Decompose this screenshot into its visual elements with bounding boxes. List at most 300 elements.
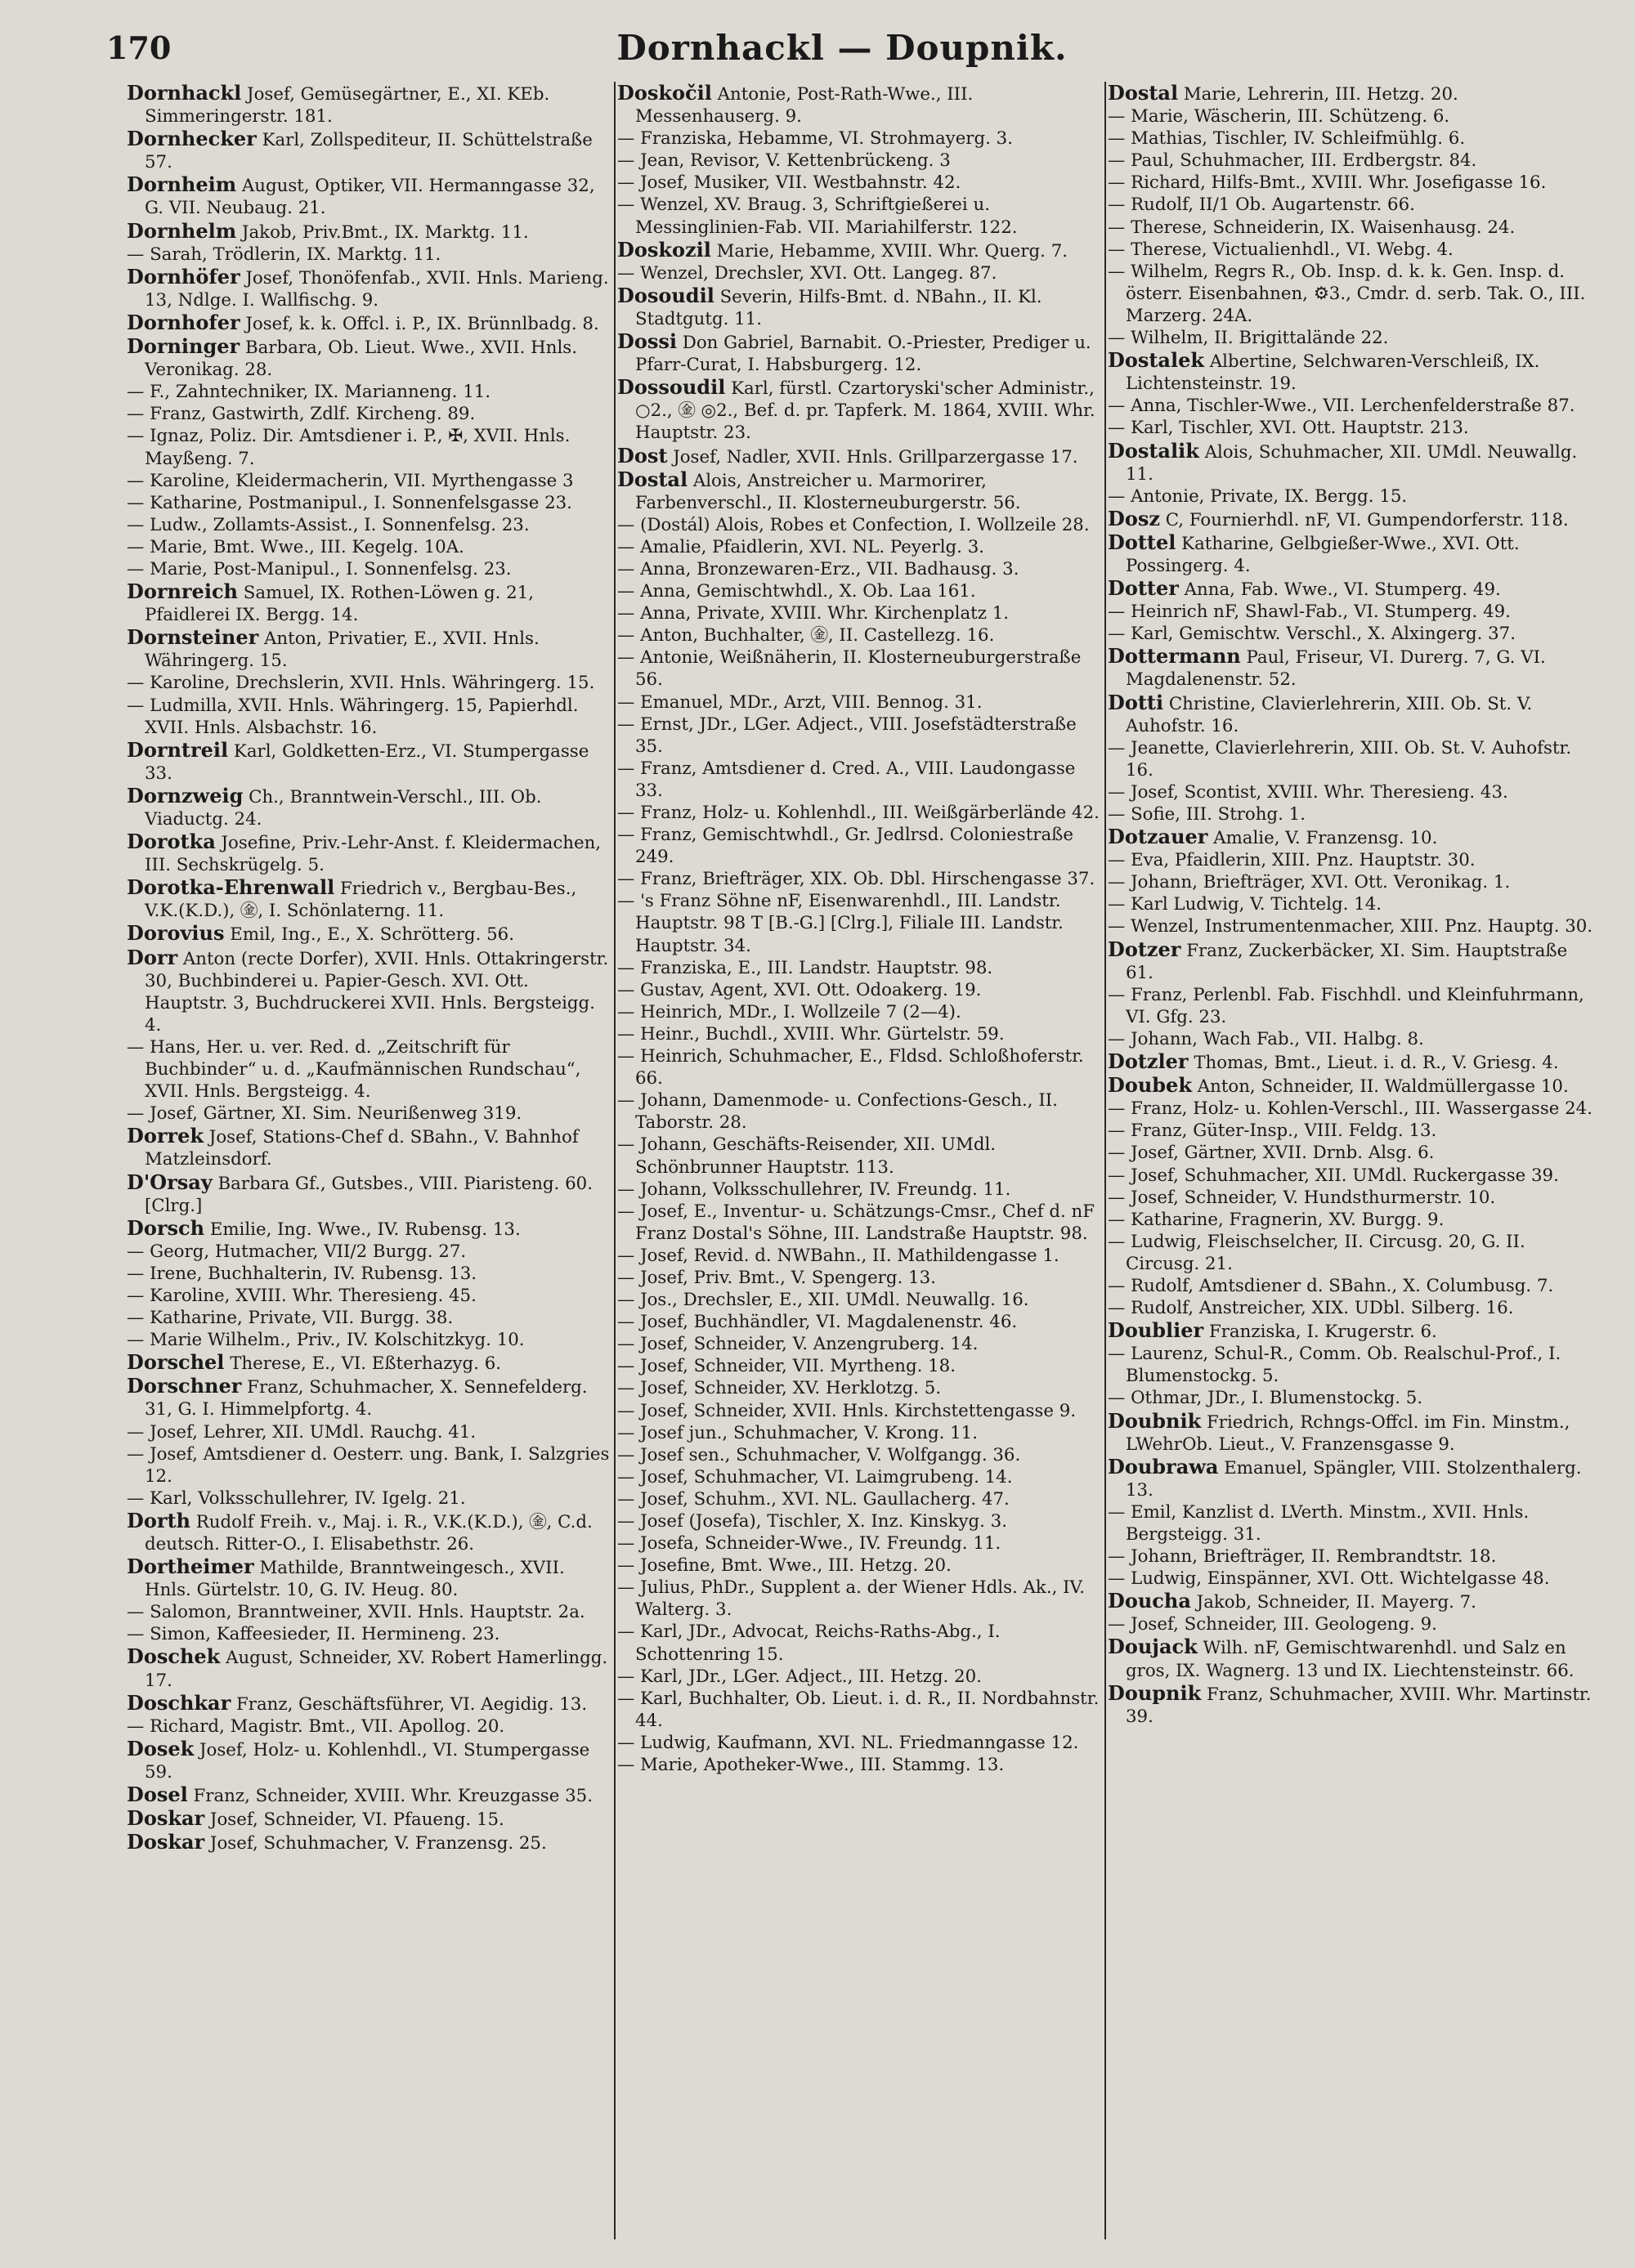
entry-details: — Wenzel, Instrumentenmacher, XIII. Pnz. Hauptg. 30. — [1108, 916, 1593, 937]
column-3 — [1108, 82, 1594, 2248]
entry-surname: Dornhelm — [127, 218, 237, 243]
entry-surname: Dorrek — [127, 1124, 204, 1148]
entry-details: — Ludw., Zollamts-Assist., I. Sonnenfelsg. 23. — [127, 514, 530, 535]
directory-entry — [617, 376, 1104, 444]
directory-entry — [1108, 508, 1594, 531]
entry-surname: Doubrawa — [1108, 1454, 1219, 1478]
entry-details: — Anna, Bronzewaren-Erz., VII. Badhausg. 3. — [617, 558, 1019, 579]
entry-details: — Josef, Schneider, VII. Myrtheng. 18. — [617, 1356, 956, 1377]
entry-details: — Sofie, III. Strohg. 1. — [1108, 804, 1306, 825]
entry-details: — Marie, Apotheker-Wwe., III. Stammg. 13. — [617, 1755, 1005, 1776]
entry-details: — Karl, Buchhalter, Ob. Lieut. i. d. R., II. Nordbahnstr. 44. — [617, 1688, 1100, 1731]
entry-details: — Karl, JDr., LGer. Adject., III. Hetzg. 20. — [617, 1666, 982, 1687]
directory-entry — [127, 1443, 613, 1487]
directory-entry — [127, 1171, 613, 1217]
entry-details: Jakob, Priv.Bmt., IX. Marktg. 11. — [236, 221, 529, 243]
entry-details: — Georg, Hutmacher, VII/2 Burgg. 27. — [127, 1241, 467, 1262]
directory-entry — [1108, 645, 1594, 691]
entry-details: — Heinr., Buchdl., XVIII. Whr. Gürtelstr. 59. — [617, 1023, 1005, 1045]
entry-surname: Dossoudil — [617, 375, 726, 400]
directory-entry — [1108, 1050, 1594, 1074]
entry-surname: Doskar — [127, 1830, 205, 1854]
directory-entry — [1108, 1590, 1594, 1613]
entry-details: — Johann, Briefträger, XVI. Ott. Veronikag. 1. — [1108, 872, 1511, 893]
directory-entry — [617, 239, 1104, 262]
entry-surname: Doucha — [1108, 1589, 1191, 1613]
entry-details: — Anton, Buchhalter, ㊎, II. Castellezg. 16. — [617, 625, 995, 646]
entry-details: Karl, Goldketten-Erz., VI. Stumpergasse 33. — [145, 740, 589, 784]
entry-details: Jakob, Schneider, II. Mayerg. 7. — [1190, 1592, 1476, 1613]
entry-details: Franz, Schuhmacher, XVIII. Whr. Martinstr. 39. — [1126, 1684, 1592, 1727]
directory-entry — [617, 1045, 1104, 1089]
entry-details: — Rudolf, Amtsdiener d. SBahn., X. Columbusg. 7. — [1108, 1275, 1554, 1296]
entry-surname: Dornsteiner — [127, 625, 259, 650]
directory-entry — [127, 1036, 613, 1103]
directory-entry — [617, 1732, 1104, 1754]
directory-entry — [617, 1510, 1104, 1532]
directory-entry — [617, 1134, 1104, 1178]
entry-surname: Dosel — [127, 1783, 188, 1807]
entry-details: — Ludwig, Einspänner, XVI. Ott. Wichtelgasse 48. — [1108, 1568, 1550, 1590]
directory-entry — [127, 1783, 613, 1807]
entry-details: — Marie Wilhelm., Priv., IV. Kolschitzkyg. 10. — [127, 1330, 525, 1351]
directory-entry — [1108, 1546, 1594, 1568]
directory-entry — [1108, 849, 1594, 871]
entry-details: Antonie, Post-Rath-Wwe., III. Messenhauserg. 9. — [635, 84, 974, 127]
entry-details: — Mathias, Tischler, IV. Schleifmühlg. 6. — [1108, 128, 1466, 150]
entry-details: — Josef (Josefa), Tischler, X. Inz. Kinskyg. 3. — [617, 1511, 1008, 1532]
entry-details: — Therese, Victualienhdl., VI. Webg. 4. — [1108, 239, 1454, 260]
entry-details: — Johann, Briefträger, II. Rembrandtstr. 18. — [1108, 1546, 1497, 1568]
directory-entry — [127, 311, 613, 335]
directory-entry — [127, 536, 613, 558]
directory-entry — [617, 602, 1104, 624]
directory-entry — [617, 624, 1104, 646]
directory-entry — [127, 1692, 613, 1716]
directory-entry — [127, 403, 613, 425]
directory-entry — [1108, 893, 1594, 915]
entry-details: — Ernst, JDr., LGer. Adject., VIII. Josefstädterstraße 35. — [617, 714, 1077, 757]
entry-surname: Doskar — [127, 1806, 205, 1831]
entry-surname: Dorninger — [127, 334, 240, 359]
entry-details: — Franz, Güter-Insp., VIII. Feldg. 13. — [1108, 1121, 1437, 1142]
page-header — [106, 25, 1578, 82]
entry-details: — Jos., Drechsler, E., XII. UMdl. Neuwallg. 16. — [617, 1290, 1029, 1311]
entry-surname: Dorschel — [127, 1350, 225, 1375]
directory-entry — [617, 284, 1104, 330]
directory-entry — [1108, 1098, 1594, 1120]
entry-details: — 's Franz Söhne nF, Eisenwarenhdl., III. Landstr. Hauptstr. 98 T [B.-G.] [Clrg.], Filiale III. Landstr. Hauptstr. 34. — [617, 891, 1064, 956]
directory-entry — [1108, 737, 1594, 781]
directory-entry — [1108, 781, 1594, 803]
directory-entry — [1108, 1028, 1594, 1050]
entry-details: — Johann, Wach Fab., VII. Halbg. 8. — [1108, 1028, 1424, 1049]
entry-details: — Katharine, Fragnerin, XV. Burgg. 9. — [1108, 1209, 1445, 1230]
entry-details: — Anna, Private, XVIII. Whr. Kirchenplatz 1. — [617, 603, 1010, 624]
directory-entry — [617, 82, 1104, 127]
entry-details: — Karl, Tischler, XVI. Ott. Hauptstr. 213. — [1108, 418, 1469, 439]
directory-entry — [617, 1400, 1104, 1422]
entry-details: — Jean, Revisor, V. Kettenbrückeng. 3 — [617, 150, 951, 172]
entry-details: Katharine, Gelbgießer-Wwe., XVI. Ott. Possingerg. 4. — [1126, 533, 1520, 576]
directory-entry — [617, 1688, 1104, 1732]
directory-entry — [617, 536, 1104, 558]
entry-details: — Josef, Schneider, III. Geologeng. 9. — [1108, 1614, 1437, 1635]
entry-details: — Johann, Damenmode- u. Confections-Gesch., II. Taborstr. 28. — [617, 1090, 1058, 1134]
entry-details: Josefine, Priv.-Lehr-Anst. f. Kleidermachen, III. Sechskrügelg. 5. — [145, 833, 602, 876]
entry-details: — Josef sen., Schuhmacher, V. Wolfgangg. 36. — [617, 1444, 1021, 1465]
entry-details: Josef, Gemüsegärtner, E., XI. KEb. Simmeringerstr. 181. — [145, 84, 550, 127]
entry-surname: Dornheim — [127, 172, 237, 197]
directory-entry — [1108, 1165, 1594, 1187]
entry-surname: Dostal — [1108, 82, 1179, 105]
entry-details: Karl, Zollspediteur, II. Schüttelstraße 57. — [145, 130, 593, 173]
directory-entry — [1108, 417, 1594, 439]
directory-entry — [1108, 577, 1594, 601]
entry-details: — Josef, Schneider, XV. Herklotzg. 5. — [617, 1378, 942, 1399]
entry-details: Paul, Friseur, VI. Durerg. 7, G. VI. Magdalenenstr. 52. — [1126, 647, 1546, 691]
entry-details: Samuel, IX. Rothen-Löwen g. 21, Pfaidlerei IX. Bergg. 14. — [145, 583, 535, 626]
directory-entry — [127, 946, 613, 1036]
entry-details: Franz, Geschäftsführer, VI. Aegidig. 13. — [231, 1693, 588, 1715]
entry-details: Albertine, Selchwaren-Verschleiß, IX. Lichtensteinstr. 19. — [1126, 351, 1540, 395]
entry-surname: Doublier — [1108, 1318, 1204, 1343]
entry-surname: Dotti — [1108, 690, 1164, 714]
directory-entry — [1108, 871, 1594, 893]
entry-details: Josef, Schneider, VI. Pfaueng. 15. — [204, 1809, 504, 1831]
directory-entry — [127, 381, 613, 403]
entry-details: — Ignaz, Poliz. Dir. Amtsdiener i. P., ✠, XVII. Hnls. Mayßeng. 7. — [127, 426, 571, 469]
directory-entry — [617, 1023, 1104, 1045]
directory-entry — [617, 468, 1104, 514]
entry-details: — Anna, Gemischtwhdl., X. Ob. Laa 161. — [617, 581, 976, 602]
entry-details: — Josef, Schneider, V. Anzengruberg. 14. — [617, 1334, 979, 1355]
entry-details: — Josef, Gärtner, XI. Sim. Neurißenweg 319. — [127, 1103, 522, 1125]
entry-details: Amalie, V. Franzensg. 10. — [1207, 828, 1438, 849]
directory-entry — [617, 1621, 1104, 1665]
directory-entry — [617, 1333, 1104, 1355]
column-1 — [127, 82, 613, 2248]
directory-entry — [1108, 691, 1594, 737]
entry-surname: Dostal — [617, 467, 688, 491]
directory-entry — [127, 1716, 613, 1738]
entry-details: — Franziska, Hebamme, VI. Strohmayerg. 3. — [617, 128, 1013, 150]
entry-details: — Josef, Schuhmacher, VI. Laimgrubeng. 14. — [617, 1466, 1013, 1487]
directory-entry — [617, 1245, 1104, 1267]
directory-entry — [127, 580, 613, 626]
directory-entry — [1108, 915, 1594, 937]
directory-entry — [1108, 194, 1594, 216]
entry-surname: D'Orsay — [127, 1170, 213, 1194]
page-number: 170 — [106, 29, 172, 66]
entry-details: — Josef, Priv. Bmt., V. Spengerg. 13. — [617, 1267, 936, 1288]
entry-surname: Dornhackl — [127, 82, 242, 105]
entry-details: — Gustav, Agent, XVI. Ott. Odoakerg. 19. — [617, 979, 982, 1000]
directory-entry — [617, 262, 1104, 284]
entry-surname: Dosz — [1108, 506, 1160, 530]
entry-surname: Doskočil — [617, 82, 712, 105]
directory-entry — [617, 558, 1104, 580]
column-divider — [614, 82, 616, 2239]
entry-details: Anton, Privatier, E., XVII. Hnls. Währingerg. 15. — [145, 629, 540, 672]
entry-details: Josef, Schuhmacher, V. Franzensg. 25. — [204, 1833, 547, 1854]
directory-entry — [127, 220, 613, 244]
entry-details: — Hans, Her. u. ver. Red. d. „Zeitschrift für Buchbinder“ u. d. „Kaufmännischen Rundschau“, XVII. Hnls. Bergsteigg. 4. — [127, 1036, 581, 1103]
entry-details: — Sarah, Trödlerin, IX. Marktg. 11. — [127, 244, 441, 265]
directory-entry — [127, 1329, 613, 1351]
directory-entry — [617, 1422, 1104, 1444]
entry-details: — Karoline, Kleidermacherin, VII. Myrthengasse 3 — [127, 470, 574, 491]
directory-entry — [127, 1623, 613, 1645]
directory-entry — [127, 876, 613, 922]
entry-details: Therese, E., VI. Eßterhazyg. 6. — [224, 1353, 502, 1375]
directory-entry — [1108, 803, 1594, 825]
entry-details: Severin, Hilfs-Bmt. d. NBahn., II. Kl. Stadtgutg. 11. — [635, 286, 1042, 329]
entry-details: — Marie, Post-Manipul., I. Sonnenfelsg. 23. — [127, 558, 512, 579]
entry-details: — Wenzel, XV. Braug. 3, Schriftgießerei u. Messinglinien-Fab. VII. Mariahilferstr. 122. — [617, 195, 1018, 238]
entry-details: — Josefine, Bmt. Wwe., III. Hetzg. 20. — [617, 1555, 952, 1577]
entry-details: Emilie, Ing. Wwe., IV. Rubensg. 13. — [204, 1219, 521, 1240]
entry-surname: Doskozil — [617, 237, 711, 262]
entry-details: — Wenzel, Drechsler, XVI. Ott. Langeg. 87. — [617, 262, 997, 284]
entry-surname: Dornreich — [127, 579, 239, 604]
entry-details: — Irene, Buchhalterin, IV. Rubensg. 13. — [127, 1263, 477, 1284]
entry-surname: Dotter — [1108, 576, 1179, 601]
entry-details: — Salomon, Branntweiner, XVII. Hnls. Hauptstr. 2a. — [127, 1602, 585, 1623]
directory-entry — [127, 1645, 613, 1691]
directory-entry — [617, 1355, 1104, 1377]
directory-entry — [617, 1577, 1104, 1621]
directory-entry — [617, 868, 1104, 890]
entry-details: — Ludwig, Fleischselcher, II. Circusg. 20, G. II. Circusg. 21. — [1108, 1231, 1525, 1274]
entry-details: — Josefa, Schneider-Wwe., IV. Freundg. 11. — [617, 1533, 1001, 1554]
entry-surname: Dost — [617, 443, 668, 467]
directory-entry — [1108, 1613, 1594, 1635]
directory-entry — [127, 1307, 613, 1329]
directory-entry — [1108, 1074, 1594, 1098]
entry-details: Thomas, Bmt., Lieut. i. d. R., V. Griesg. 4. — [1188, 1053, 1559, 1074]
directory-entry — [617, 691, 1104, 714]
directory-entry — [1108, 239, 1594, 261]
directory-entry — [617, 1289, 1104, 1311]
entry-details: — Laurenz, Schul-R., Comm. Ob. Realschul-Prof., I. Blumenstockg. 5. — [1108, 1344, 1561, 1387]
entry-details: — Emanuel, MDr., Arzt, VIII. Bennog. 31. — [617, 691, 983, 713]
entry-details: Emanuel, Spängler, VIII. Stolzenthalerg. 13. — [1126, 1457, 1582, 1501]
entry-surname: Dornhecker — [127, 127, 257, 151]
entry-details: — Karoline, Drechslerin, XVII. Hnls. Währingerg. 15. — [127, 673, 595, 694]
entry-details: — Rudolf, Anstreicher, XIX. UDbl. Silberg. 16. — [1108, 1298, 1514, 1319]
entry-details: Josef, Thonöfenfab., XVII. Hnls. Marieng. 13, Ndlge. I. Wallfischg. 9. — [145, 267, 609, 311]
entry-details: — Jeanette, Clavierlehrerin, XIII. Ob. St. V. Auhofstr. 16. — [1108, 737, 1572, 781]
running-title: Dornhackl — Doupnik. — [616, 28, 1068, 68]
directory-entry — [1108, 984, 1594, 1028]
entry-details: — Josef, Gärtner, XVII. Drnb. Alsg. 6. — [1108, 1143, 1435, 1164]
entry-details: — Josef, Amtsdiener d. Oesterr. ung. Bank, I. Salzgries 12. — [127, 1443, 610, 1487]
directory-entry — [127, 785, 613, 830]
entry-surname: Dotzer — [1108, 937, 1181, 961]
entry-details: — Katharine, Private, VII. Burgg. 38. — [127, 1308, 454, 1329]
entry-surname: Doujack — [1108, 1635, 1198, 1659]
directory-entry — [617, 1179, 1104, 1201]
directory-entry — [617, 824, 1104, 868]
entry-details: — Amalie, Pfaidlerin, XVI. NL. Peyerlg. 3. — [617, 536, 985, 557]
directory-entry — [1108, 485, 1594, 508]
column-2 — [617, 82, 1104, 2248]
directory-entry — [617, 1444, 1104, 1466]
directory-entry — [127, 1831, 613, 1854]
directory-entry — [127, 1263, 613, 1285]
directory-entry — [127, 1738, 613, 1783]
entry-details: — Johann, Volksschullehrer, IV. Freundg. 11. — [617, 1179, 1011, 1200]
directory-entry — [1108, 327, 1594, 349]
directory-entry — [617, 1089, 1104, 1134]
entry-details: — Julius, PhDr., Supplent a. der Wiener Hdls. Ak., IV. Walterg. 3. — [617, 1577, 1085, 1621]
directory-entry — [127, 492, 613, 514]
directory-entry — [617, 194, 1104, 238]
entry-details: Anna, Fab. Wwe., VI. Stumperg. 49. — [1178, 579, 1501, 601]
directory-entry — [617, 1201, 1104, 1245]
entry-details: — Simon, Kaffeesieder, II. Hermineng. 23. — [127, 1624, 500, 1645]
directory-entry — [1108, 105, 1594, 127]
directory-entry — [127, 672, 613, 694]
directory-entry — [1108, 825, 1594, 849]
entry-surname: Dorotka — [127, 830, 216, 854]
entry-surname: Dotzler — [1108, 1049, 1189, 1074]
directory-entry — [1108, 623, 1594, 645]
directory-entry — [127, 558, 613, 580]
directory-entry — [1108, 1275, 1594, 1297]
entry-details: — Franz, Amtsdiener d. Cred. A., VIII. Laudongasse 33. — [617, 758, 1076, 801]
entry-details: Franz, Zuckerbäcker, XI. Sim. Hauptstraße 61. — [1126, 940, 1568, 983]
directory-entry — [1108, 261, 1594, 327]
directory-entry — [617, 330, 1104, 376]
entry-details: — Karl, Gemischtw. Verschl., X. Alxingerg. 37. — [1108, 624, 1516, 645]
directory-entry — [617, 1488, 1104, 1510]
entry-details: — Heinrich, MDr., I. Wollzeile 7 (2—4). — [617, 1001, 961, 1022]
entry-details: Karl, fürstl. Czartoryski'scher Administr., ○2., ㊎ ◎2., Bef. d. pr. Tapferk. M. 1864, XVIII. Whr. Hauptstr. 23. — [635, 378, 1095, 444]
entry-details: — Katharine, Postmanipul., I. Sonnenfelsgasse 23. — [127, 492, 572, 513]
directory-entry — [1108, 1410, 1594, 1456]
entry-surname: Doschkar — [127, 1690, 231, 1715]
entry-details: Alois, Anstreicher u. Marmorirer, Farbenverschl., II. Klosterneuburgerstr. 56. — [635, 470, 1021, 513]
entry-details: Marie, Hebamme, XVIII. Whr. Querg. 7. — [710, 240, 1068, 262]
directory-entry — [127, 82, 613, 127]
directory-entry — [127, 266, 613, 311]
directory-entry — [127, 1217, 613, 1241]
directory-entry — [617, 646, 1104, 691]
entry-details: — Karl, JDr., Advocat, Reichs-Raths-Abg., I. Schottenring 15. — [617, 1622, 1001, 1665]
directory-entry — [127, 127, 613, 173]
entry-details: — Josef, E., Inventur- u. Schätzungs-Cmsr., Chef d. nF Franz Dostal's Söhne, III. Landstraße Hauptstr. 98. — [617, 1201, 1095, 1244]
entry-details: Alois, Schuhmacher, XII. UMdl. Neuwallg. 11. — [1126, 441, 1578, 485]
directory-entry — [127, 470, 613, 492]
entry-details: Anton (recte Dorfer), XVII. Hnls. Ottakringerstr. 30, Buchbinderei u. Papier-Gesch. XVI. Ott. Hauptstr. 3, Buchdruckerei XVII. Hnls. Bergsteigg. 4. — [145, 948, 609, 1036]
entry-details: — Ludmilla, XVII. Hnls. Währingerg. 15, Papierhdl. XVII. Hnls. Alsbachstr. 16. — [127, 695, 579, 738]
directory-columns — [127, 82, 1606, 2248]
entry-details: — Wilhelm, II. Brigittalände 22. — [1108, 328, 1389, 349]
directory-entry — [617, 1754, 1104, 1776]
directory-entry — [617, 1666, 1104, 1688]
entry-surname: Dottermann — [1108, 644, 1241, 669]
directory-entry — [127, 514, 613, 536]
directory-entry — [1108, 1297, 1594, 1319]
entry-details: Friedrich, Rchngs-Offcl. im Fin. Minstm., LWehrOb. Lieut., V. Franzensgasse 9. — [1126, 1411, 1570, 1455]
directory-entry — [1108, 1682, 1594, 1728]
entry-details: — Franz, Perlenbl. Fab. Fischhdl. und Kleinfuhrmann, VI. Gfg. 23. — [1108, 984, 1584, 1027]
entry-details: — Ludwig, Kaufmann, XVI. NL. Friedmanngasse 12. — [617, 1732, 1079, 1753]
directory-entry — [127, 425, 613, 469]
directory-entry — [127, 244, 613, 266]
entry-details: — Johann, Geschäfts-Reisender, XII. UMdl. Schönbrunner Hauptstr. 113. — [617, 1134, 997, 1178]
entry-details: Mathilde, Branntweingesch., XVII. Hnls. Gürtelstr. 10, G. IV. Heug. 80. — [145, 1558, 565, 1601]
entry-details: Josef, Nadler, XVII. Hnls. Grillparzergasse 17. — [667, 446, 1078, 467]
directory-entry — [1108, 1231, 1594, 1275]
entry-surname: Dornhofer — [127, 310, 240, 334]
directory-entry — [617, 1554, 1104, 1577]
entry-details: — Marie, Bmt. Wwe., III. Kegelg. 10A. — [127, 536, 464, 557]
entry-details: — F., Zahntechniker, IX. Marianneng. 11. — [127, 382, 491, 403]
entry-details: — Therese, Schneiderin, IX. Waisenhausg. 24. — [1108, 217, 1516, 238]
directory-entry — [617, 127, 1104, 150]
entry-details: Friedrich v., Bergbau-Bes., V.K.(K.D.), ㊎, I. Schönlaterng. 11. — [145, 879, 577, 922]
directory-entry — [127, 1807, 613, 1831]
directory-entry — [127, 695, 613, 739]
entry-details: — Franz, Gemischtwhdl., Gr. Jedlrsd. Coloniestraße 249. — [617, 825, 1073, 868]
entry-details: — Franz, Gastwirth, Zdlf. Kircheng. 89. — [127, 404, 476, 425]
directory-entry — [127, 1555, 613, 1601]
entry-surname: Doupnik — [1108, 1680, 1202, 1705]
entry-details: Josef, Holz- u. Kohlenhdl., VI. Stumpergasse 59. — [145, 1739, 590, 1783]
entry-details: — Josef, Schneider, V. Hundsthurmerstr. 10. — [1108, 1187, 1496, 1208]
entry-surname: Dorschner — [127, 1374, 242, 1398]
directory-entry — [617, 1267, 1104, 1289]
entry-details: August, Schneider, XV. Robert Hamerlingg. 17. — [145, 1648, 608, 1691]
entry-surname: Dorsch — [127, 1215, 205, 1240]
directory-entry — [1108, 1635, 1594, 1681]
entry-details: Anton, Schneider, II. Waldmüllergasse 10. — [1191, 1076, 1569, 1098]
entry-surname: Dosoudil — [617, 283, 714, 307]
directory-entry — [1108, 601, 1594, 623]
directory-entry — [127, 1103, 613, 1125]
entry-details: — Franz, Holz- u. Kohlen-Verschl., III. Wassergasse 24. — [1108, 1098, 1592, 1120]
directory-entry — [1108, 938, 1594, 984]
entry-details: — Eva, Pfaidlerin, XIII. Pnz. Hauptstr. 30. — [1108, 850, 1476, 871]
entry-surname: Dostalik — [1108, 438, 1199, 463]
entry-surname: Dornzweig — [127, 783, 244, 807]
directory-entry — [617, 580, 1104, 602]
directory-entry — [127, 173, 613, 219]
entry-details: — Paul, Schuhmacher, III. Erdbergstr. 84. — [1108, 150, 1477, 172]
entry-details: — Emil, Kanzlist d. LVerth. Minstm., XVII. Hnls. Bergsteigg. 31. — [1108, 1501, 1530, 1545]
entry-details: Don Gabriel, Barnabit. O.-Priester, Prediger u. Pfarr-Curat, I. Habsburgerg. 12. — [635, 333, 1091, 376]
directory-entry — [1108, 531, 1594, 577]
entry-surname: Dorr — [127, 945, 178, 969]
entry-details: Franz, Schneider, XVIII. Whr. Kreuzgasse 35. — [187, 1786, 593, 1807]
entry-details: — Karl, Volksschullehrer, IV. Igelg. 21. — [127, 1487, 466, 1509]
directory-entry — [617, 1311, 1104, 1333]
entry-details: Franziska, I. Krugerstr. 6. — [1203, 1322, 1437, 1343]
entry-surname: Dosek — [127, 1736, 195, 1760]
directory-entry — [1108, 1501, 1594, 1546]
entry-details: — Karoline, XVIII. Whr. Theresieng. 45. — [127, 1285, 477, 1306]
entry-details: — Antonie, Private, IX. Bergg. 15. — [1108, 485, 1408, 507]
entry-details: Ch., Branntwein-Verschl., III. Ob. Viaductg. 24. — [145, 786, 542, 830]
entry-details: — Franziska, E., III. Landstr. Hauptstr. 98. — [617, 957, 993, 978]
entry-details: Josef, k. k. Offcl. i. P., IX. Brünnlbadg. 8. — [240, 313, 599, 334]
directory-entry — [1108, 150, 1594, 172]
entry-surname: Dorovius — [127, 921, 225, 946]
directory-entry — [1108, 1343, 1594, 1387]
